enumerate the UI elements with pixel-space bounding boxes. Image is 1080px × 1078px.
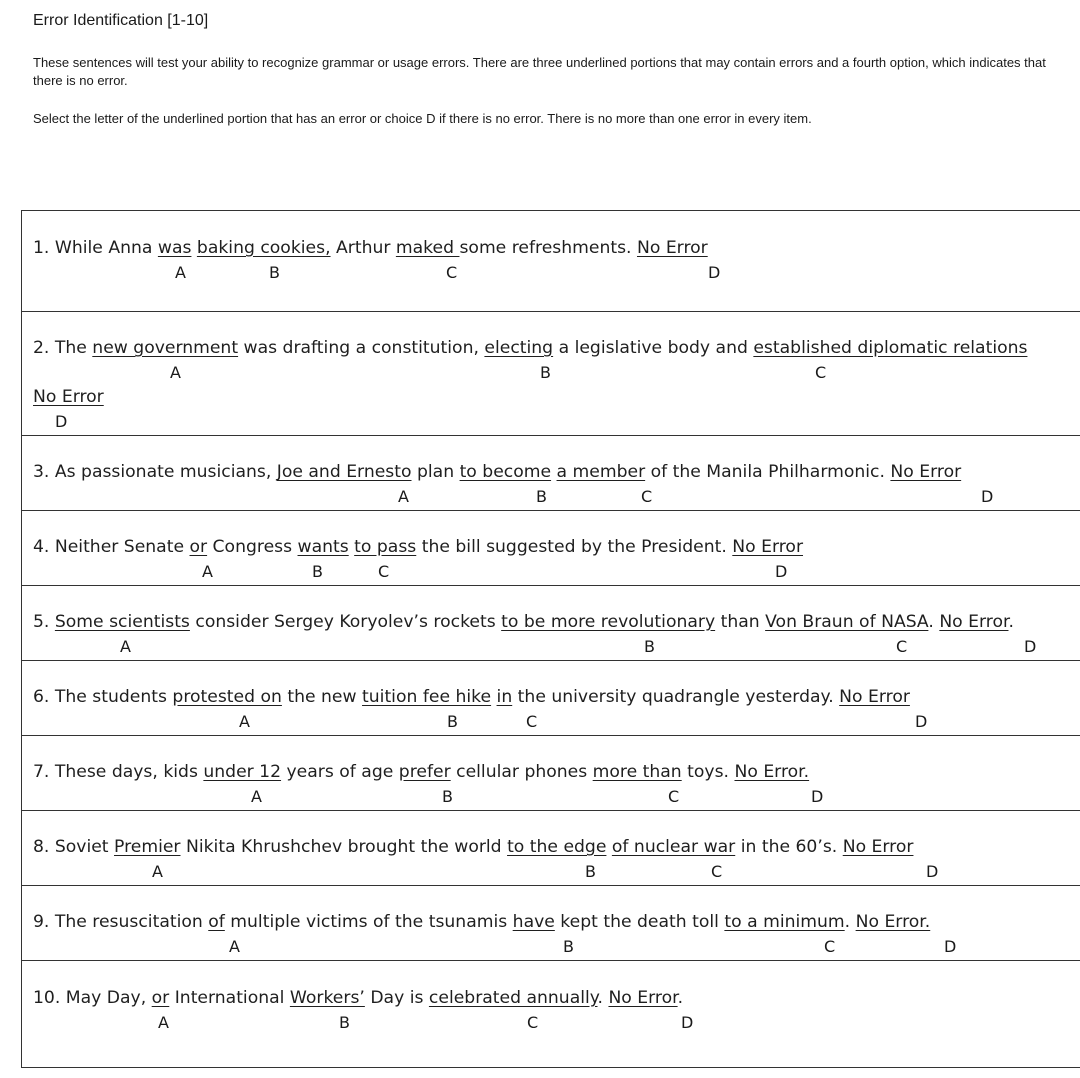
sentence-text: in the 60’s. [735, 837, 843, 857]
option-letter-d[interactable]: D [681, 1013, 694, 1032]
underlined-option-b[interactable]: Workers’ [289, 988, 365, 1008]
underlined-option-d[interactable]: No Error [732, 537, 804, 557]
question-item [22, 585, 1080, 661]
underlined-option-d[interactable]: No Error [842, 837, 914, 857]
underlined-option-d[interactable]: No Error [939, 612, 1009, 632]
option-letter-a[interactable]: A [152, 862, 163, 881]
underlined-option-b[interactable]: to become [459, 462, 552, 482]
option-letter-b[interactable]: B [269, 263, 280, 282]
sentence-text: Arthur [330, 238, 396, 258]
question-sentence [33, 912, 930, 932]
underlined-option-d[interactable]: No Error [33, 387, 104, 407]
question-sentence [33, 762, 809, 782]
option-letter-c[interactable]: C [668, 787, 680, 806]
underlined-option-c[interactable]: more than [592, 762, 682, 782]
questions-table [21, 210, 1080, 1068]
question-item [22, 211, 1080, 312]
sentence-text: the bill suggested by the President. [416, 537, 733, 557]
underlined-option-a[interactable]: under 12 [203, 762, 282, 782]
sentence-text: kept the death toll [554, 912, 725, 932]
option-letter-b[interactable]: B [447, 712, 458, 731]
option-letter-d[interactable]: D [944, 937, 957, 956]
underlined-option-b[interactable]: to be more revolutionary [501, 612, 716, 632]
option-letter-a[interactable]: A [251, 787, 262, 806]
sentence-text: 10. May Day, [33, 988, 152, 1008]
sentence-text: cellular phones [450, 762, 593, 782]
option-letter-d[interactable]: D [708, 263, 721, 282]
sentence-text: consider Sergey Koryolev’s rockets [189, 612, 502, 632]
question-sentence [33, 238, 708, 258]
question-sentence [33, 687, 910, 707]
option-letter-c[interactable]: C [378, 562, 390, 581]
sentence-text: the new [281, 687, 363, 707]
underlined-option-d[interactable]: No Error. [734, 762, 810, 782]
sentence-text: . [928, 612, 940, 632]
option-letter-b[interactable]: B [585, 862, 596, 881]
sentence-text: a legislative body and [553, 338, 754, 358]
underlined-option-a[interactable]: Some scientists [54, 612, 190, 632]
question-item [22, 311, 1080, 436]
sentence-text: 4. Neither Senate [33, 537, 190, 557]
underlined-option-b[interactable]: electing [484, 338, 554, 358]
underlined-option-c[interactable]: maked [395, 238, 460, 258]
question-item [22, 735, 1080, 811]
option-letter-b[interactable]: B [312, 562, 323, 581]
option-letter-b[interactable]: B [442, 787, 453, 806]
question-item [22, 885, 1080, 961]
underlined-option-a[interactable]: new government [92, 338, 239, 358]
sentence-text: 3. As passionate musicians, [33, 462, 277, 482]
sentence-text: 6. The students [33, 687, 173, 707]
question-sentence [33, 338, 1027, 358]
underlined-option-a[interactable]: was [157, 238, 192, 258]
question-sentence [33, 462, 961, 482]
sentence-text: . [1008, 612, 1014, 632]
sentence-text: Nikita Khrushchev brought the world [180, 837, 508, 857]
option-letter-c[interactable]: C [526, 712, 538, 731]
option-letter-c[interactable]: C [824, 937, 836, 956]
underlined-option-d[interactable]: No Error [636, 238, 708, 258]
sentence-text: toys. [681, 762, 735, 782]
option-letter-a[interactable]: A [175, 263, 186, 282]
underlined-option-d[interactable]: No Error [608, 988, 678, 1008]
question-sentence-continued [33, 387, 104, 407]
underlined-option-a[interactable]: or [189, 537, 208, 557]
underlined-option-b[interactable]: prefer [398, 762, 451, 782]
option-letter-d[interactable]: D [915, 712, 928, 731]
option-letter-b[interactable]: B [536, 487, 547, 506]
underlined-option-c[interactable]: established diplomatic relations [753, 338, 1028, 358]
sentence-text: . [844, 912, 856, 932]
sentence-text: Day is [364, 988, 429, 1008]
option-letter-a[interactable]: A [120, 637, 131, 656]
question-sentence [33, 988, 683, 1008]
underlined-option-b[interactable]: have [512, 912, 555, 932]
instruction-paragraph: These sentences will test your ability to recognize grammar or usage errors. There are three underlined portions that may contain errors and a fourth option, which indicates that there is no error. [33, 55, 1046, 88]
sentence-text: of the Manila Philharmonic. [645, 462, 891, 482]
option-letter-b[interactable]: B [339, 1013, 350, 1032]
option-letter-d[interactable]: D [775, 562, 788, 581]
underlined-option-c[interactable]: to a minimum [724, 912, 845, 932]
sentence-text: 2. The [33, 338, 93, 358]
underlined-option-a[interactable]: Joe and Ernesto [276, 462, 412, 482]
option-letter-d[interactable]: D [55, 412, 68, 431]
underlined-option-b[interactable]: wants [297, 537, 349, 557]
underlined-option-a[interactable]: of [208, 912, 225, 932]
underlined-option-d[interactable]: No Error. [855, 912, 931, 932]
underlined-option-a[interactable]: or [151, 988, 170, 1008]
sentence-text: the university quadrangle yesterday. [512, 687, 840, 707]
underlined-option-a[interactable]: protested on [172, 687, 282, 707]
option-letter-a[interactable]: A [170, 363, 181, 382]
option-letter-a[interactable]: A [202, 562, 213, 581]
underlined-option-c[interactable]: in [496, 687, 513, 707]
sentence-text: was drafting a constitution, [238, 338, 485, 358]
underlined-option-d[interactable]: No Error [839, 687, 910, 707]
option-letter-c[interactable]: C [527, 1013, 539, 1032]
page-title: Error Identification [1-10] [33, 12, 209, 29]
underlined-option-c[interactable]: of nuclear war [611, 837, 736, 857]
sentence-text: years of age [281, 762, 399, 782]
sentence-text: 9. The resuscitation [33, 912, 209, 932]
option-letter-d[interactable]: D [1024, 637, 1037, 656]
option-letter-d[interactable]: D [811, 787, 824, 806]
sentence-text: . [597, 988, 609, 1008]
option-letter-c[interactable]: C [446, 263, 458, 282]
sentence-text: Congress [207, 537, 298, 557]
underlined-option-a[interactable]: Premier [114, 837, 181, 857]
sentence-text: some refreshments. [459, 238, 637, 258]
option-letter-c[interactable]: C [711, 862, 723, 881]
question-item [22, 435, 1080, 511]
underlined-option-c[interactable]: a member [556, 462, 646, 482]
option-letter-a[interactable]: A [158, 1013, 169, 1032]
option-letter-c[interactable]: C [896, 637, 908, 656]
underlined-option-d[interactable]: No Error [890, 462, 962, 482]
question-item [22, 810, 1080, 886]
question-item [22, 510, 1080, 586]
sentence-text: 1. While Anna [33, 238, 158, 258]
option-letter-b[interactable]: B [540, 363, 551, 382]
option-letter-a[interactable]: A [229, 937, 240, 956]
sentence-text: multiple victims of the tsunamis [224, 912, 513, 932]
option-letter-b[interactable]: B [644, 637, 655, 656]
sentence-text: 7. These days, kids [33, 762, 204, 782]
question-item [22, 960, 1080, 1066]
underlined-option-b[interactable]: tuition fee hike [362, 687, 492, 707]
sentence-text: 8. Soviet [33, 837, 115, 857]
underlined-option-c[interactable]: Von Braun of NASA [765, 612, 929, 632]
question-sentence [33, 612, 1014, 632]
option-letter-d[interactable]: D [981, 487, 994, 506]
option-letter-c[interactable]: C [815, 363, 827, 382]
option-letter-d[interactable]: D [926, 862, 939, 881]
sentence-text: . [677, 988, 684, 1008]
sentence-text: International [169, 988, 290, 1008]
underlined-option-c[interactable]: to pass [354, 537, 417, 557]
option-letter-a[interactable]: A [239, 712, 250, 731]
sentence-text: than [715, 612, 766, 632]
option-letter-c[interactable]: C [641, 487, 653, 506]
option-letter-a[interactable]: A [398, 487, 409, 506]
sentence-text: 5. [33, 612, 55, 632]
instruction-paragraph: Select the letter of the underlined portion that has an error or choice D if there is no error. There is no more than one error in every item. [33, 111, 812, 126]
underlined-option-b[interactable]: to the edge [507, 837, 607, 857]
underlined-option-c[interactable]: celebrated annually [428, 988, 598, 1008]
sentence-text: plan [411, 462, 460, 482]
question-item [22, 660, 1080, 736]
question-sentence [33, 837, 913, 857]
underlined-option-b[interactable]: baking cookies, [196, 238, 331, 258]
option-letter-b[interactable]: B [563, 937, 574, 956]
question-sentence [33, 537, 803, 557]
